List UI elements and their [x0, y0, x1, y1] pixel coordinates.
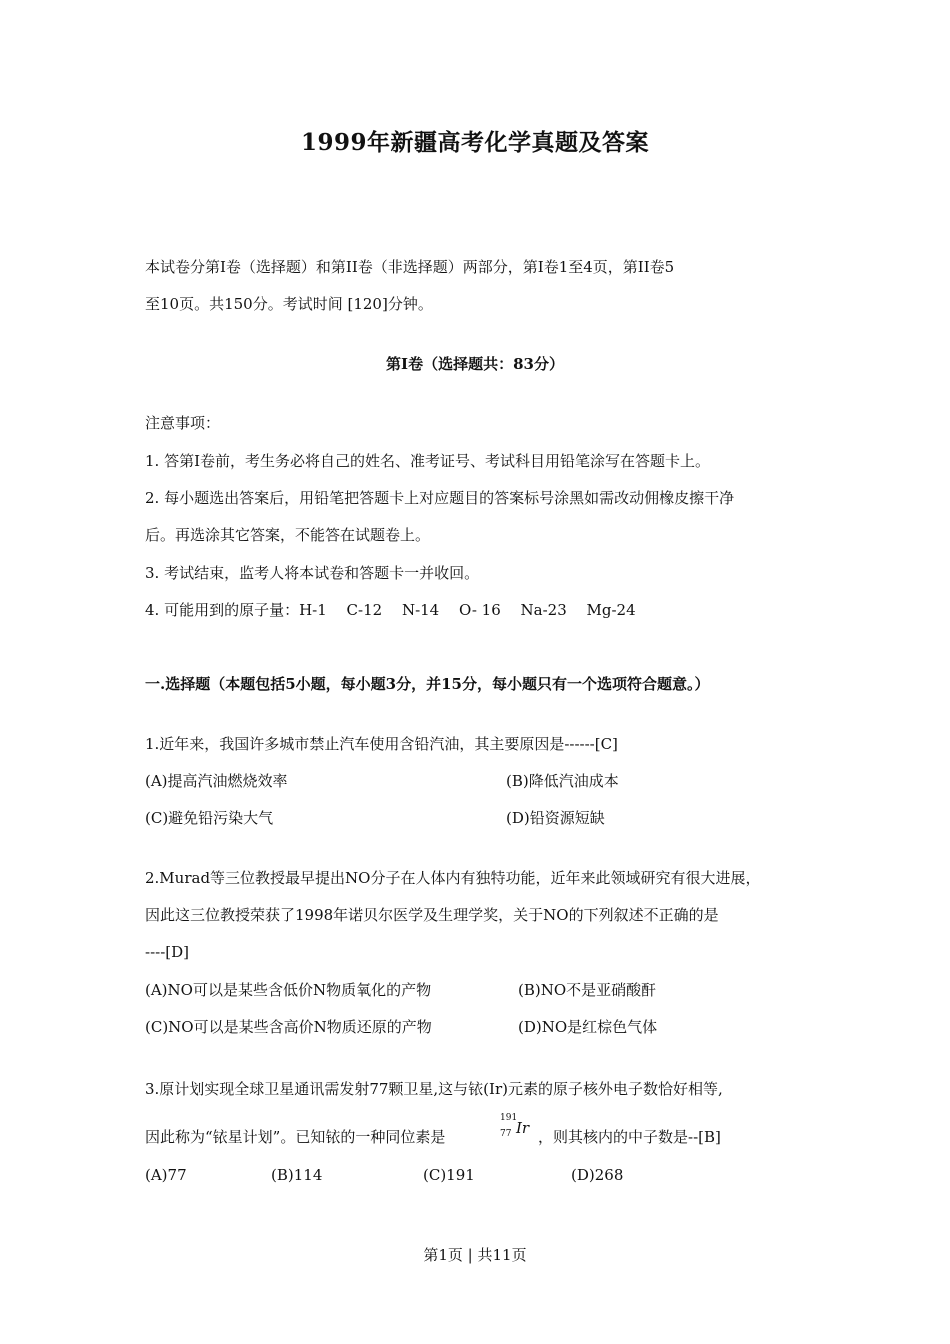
- page-footer: 第1页 | 共11页: [423, 1246, 527, 1264]
- q1-option-c: (C)避免铅污染大气: [145, 809, 274, 827]
- q2-option-a: (A)NO可以是某些含低价N物质氧化的产物: [145, 981, 432, 999]
- document-title: 1999年新疆高考化学真题及答案: [300, 129, 649, 156]
- note-item-3: 3. 考试结束，监考人将本试卷和答题卡一并收回。: [145, 564, 480, 582]
- notes-heading: 注意事项：: [145, 414, 221, 432]
- q2-option-c: (C)NO可以是某些含高价N物质还原的产物: [145, 1018, 432, 1036]
- q3-option-a: (A)77: [145, 1166, 187, 1184]
- section-title: 第Ⅰ卷（选择题共：83分）: [386, 355, 564, 373]
- q2-stem-line-2: 因此这三位教授荣获了1998年诺贝尔医学及生理学奖，关于NO的下列叙述不正确的是: [145, 906, 719, 924]
- q2-stem-line-3: ----[D]: [145, 943, 190, 961]
- note-item-2-line-1: 2. 每小题选出答案后，用铅笔把答题卡上对应题目的答案标号涂黑如需改动佣橡皮擦干净: [145, 489, 735, 507]
- note-item-4: 4. 可能用到的原子量：H-1 C-12 N-14 O- 16 Na-23 Mg-24: [145, 601, 636, 619]
- q3-option-b: (B)114: [271, 1166, 323, 1184]
- intro-line-2: 至10页。共150分。考试时间 [120]分钟。: [145, 295, 433, 313]
- q1-stem: 1.近年来，我国许多城市禁止汽车使用含铅汽油，其主要原因是------[C]: [145, 735, 618, 753]
- q3-option-d: (D)268: [571, 1166, 624, 1184]
- q1-option-a: (A)提高汽油燃烧效率: [145, 772, 288, 790]
- q3-option-c: (C)191: [423, 1166, 475, 1184]
- q2-stem-line-1: 2.Murad等三位教授最早提出NO分子在人体内有独特功能，近年来此领域研究有很大进展，: [145, 869, 761, 887]
- isotope-symbol: Ir: [516, 1119, 530, 1137]
- q3-stem-line-1: 3.原计划实现全球卫星通讯需发射77颗卫星,这与铱(Ir)元素的原子核外电子数恰好相等,: [145, 1080, 723, 1098]
- q1-option-b: (B)降低汽油成本: [506, 772, 619, 790]
- q3-stem-line-2-after: ，则其核内的中子数是--[B]: [538, 1128, 721, 1146]
- q3-stem-line-2-before: 因此称为“铱星计划”。已知铱的一种同位素是: [145, 1128, 446, 1146]
- isotope-mass-number: 191: [500, 1113, 518, 1123]
- q2-option-d: (D)NO是红棕色气体: [518, 1018, 658, 1036]
- note-item-2-line-2: 后。再选涂其它答案，不能答在试题卷上。: [145, 526, 431, 544]
- intro-line-1: 本试卷分第Ⅰ卷（选择题）和第II卷（非选择题）两部分，第Ⅰ卷1至4页，第II卷5: [145, 258, 675, 276]
- q1-option-d: (D)铅资源短缺: [506, 809, 605, 827]
- note-item-1: 1. 答第Ⅰ卷前，考生务必将自己的姓名、准考证号、考试科目用铅笔涂写在答题卡上。: [145, 452, 711, 470]
- isotope-atomic-number: 77: [500, 1129, 512, 1139]
- part1-heading: 一.选择题（本题包括5小题，每小题3分，并15分，每小题只有一个选项符合题意。）: [145, 675, 710, 693]
- iridium-isotope-notation: [498, 1113, 538, 1145]
- q2-option-b: (B)NO不是亚硝酸酐: [518, 981, 657, 999]
